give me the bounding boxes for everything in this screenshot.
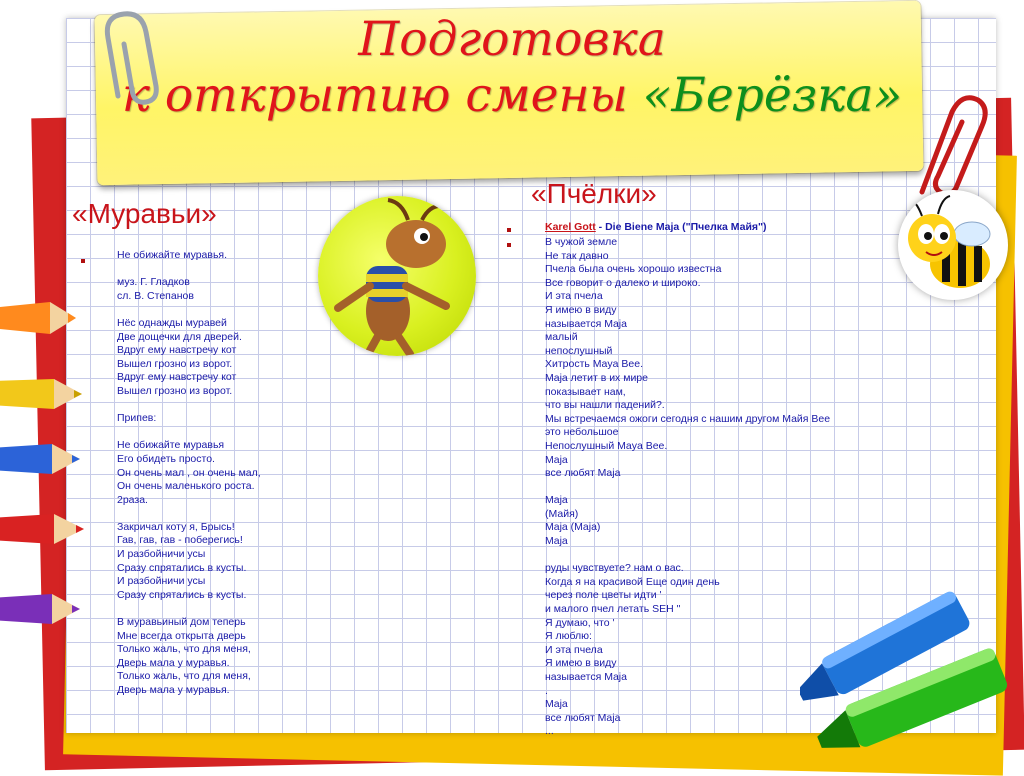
song-line (117, 602, 357, 616)
song-line: (Майя) (545, 507, 579, 520)
song-line: непослушный (545, 344, 613, 357)
song-line: Я думаю, что ' (545, 616, 615, 629)
song-line (545, 481, 885, 495)
song-line: все любят Maja (545, 467, 621, 480)
song-line: В чужой земле (545, 236, 618, 248)
song-line (117, 426, 357, 440)
bees-bullet (507, 243, 511, 247)
song-line: Не обижайте муравья (117, 439, 225, 452)
song-line: Непослушный Maya Bee. (545, 439, 668, 452)
ants-bullet (81, 259, 85, 263)
pencil-icon (0, 300, 80, 338)
song-line: И разбойничи усы (117, 575, 206, 588)
song-line: Гав, гав, гав - поберегись! (117, 534, 243, 547)
bees-bullet (507, 228, 511, 232)
song-line: и малого пчел летать SEH " (545, 603, 681, 616)
song-line: Maja летит в их мире (545, 371, 648, 384)
song-line: Я имею в виду (545, 657, 617, 670)
song-line: Хитрость Maya Bee. (545, 358, 643, 371)
song-line: Его обидеть просто. (117, 452, 215, 465)
song-line: Я имею в виду (545, 303, 617, 316)
song-line: Вдруг ему навстречу кот (117, 371, 237, 384)
song-line: Сразу спрятались в кусты. (117, 588, 247, 601)
song-line: через поле цветы идти ' (545, 589, 662, 602)
song-line: Я люблю: (545, 630, 592, 643)
song-line: что вы нашли падений?. (545, 399, 665, 412)
song-line (117, 399, 357, 413)
pencil-icon (0, 440, 82, 478)
song-line: В муравьиный дом теперь (117, 616, 246, 629)
song-line: Две дощечки для дверей. (117, 330, 242, 343)
song-line: . (545, 684, 548, 697)
song-author-link[interactable]: Karel Gott (545, 221, 596, 233)
paperclip-icon (100, 8, 170, 108)
song-line: Сразу спрятались в кусты. (117, 561, 247, 574)
song-line: И разбойничи усы (117, 548, 206, 561)
song-line: руды чувствуете? нам о вас. (545, 562, 684, 575)
song-line: показывает нам, (545, 385, 626, 398)
song-line: Мне всегда открыта дверь (117, 629, 246, 642)
song-line: Не так давно (545, 249, 609, 262)
song-line: Вышел грозно из ворот. (117, 384, 233, 397)
song-line: Maja (545, 494, 568, 507)
song-line: Все говорит о далеко и широко. (545, 276, 701, 289)
song-line: 2раза. (117, 493, 148, 506)
song-line: И эта пчела (545, 643, 603, 656)
song-line (117, 303, 357, 317)
song-line: Только жаль, что для меня, (117, 670, 251, 683)
song-line: Пчела была очень хорошо известна (545, 263, 722, 276)
song-line: Вдруг ему навстречу кот (117, 344, 237, 357)
song-line: Вышел грозно из ворот. (117, 357, 233, 370)
song-line: ... (545, 725, 554, 738)
song-line: Только жаль, что для меня, (117, 643, 251, 656)
song-line: Когда я на красивой Еще один день (545, 575, 720, 588)
song-line: Дверь мала у муравья. (117, 684, 230, 696)
song-line: называется Maja (545, 671, 627, 683)
pencil-icon (0, 590, 82, 628)
song-line: Мы встречаемся ожоги сегодня с нашим другом Майя Вее (545, 412, 831, 425)
song-line: Maja (545, 698, 568, 711)
song-line: И эта пчела (545, 290, 603, 303)
bees-song-title (545, 221, 767, 233)
song-line: Нёс однажды муравей (117, 316, 227, 329)
song-line: Он очень мал , он очень мал, (117, 466, 261, 479)
song-line: Закричал коту я, Брысь! (117, 520, 235, 533)
title-line-2-main: к открытию смены (121, 68, 643, 123)
bees-song-text (545, 236, 885, 739)
song-line: сл. В. Степанов (117, 289, 194, 302)
song-line (117, 263, 357, 277)
pencil-icon (0, 375, 86, 413)
song-line: Maja (545, 535, 568, 548)
song-line: Дверь мала у муравья. (117, 656, 230, 669)
song-line: называется Maja (545, 317, 627, 330)
song-line: муз. Г. Гладков (117, 276, 190, 289)
song-line: Он очень маленького роста. (117, 480, 255, 493)
paperclip-icon (912, 92, 992, 202)
song-line: малый (545, 331, 578, 344)
ants-section-heading: «Муравьи» (72, 198, 217, 229)
song-line (545, 549, 885, 563)
title-line-1: Подготовка (358, 12, 666, 67)
song-line: Maja (545, 453, 568, 466)
bees-section-heading: «Пчёлки» (531, 178, 657, 209)
song-line: Припев: (117, 412, 157, 425)
song-line: это небольшое (545, 426, 619, 439)
bee-illustration (898, 190, 1008, 300)
pencil-icon (0, 510, 86, 548)
song-line (117, 507, 357, 521)
song-line: Maja (Maja) (545, 521, 601, 534)
title-line-2-accent: «Берёзка» (642, 68, 903, 123)
song-line: все любят Maja (545, 711, 621, 724)
song-line: Не обижайте муравья. (117, 249, 228, 261)
ants-song-text (117, 249, 357, 698)
song-title-text: - Die Biene Maja ("Пчелка Майя") (595, 221, 767, 233)
